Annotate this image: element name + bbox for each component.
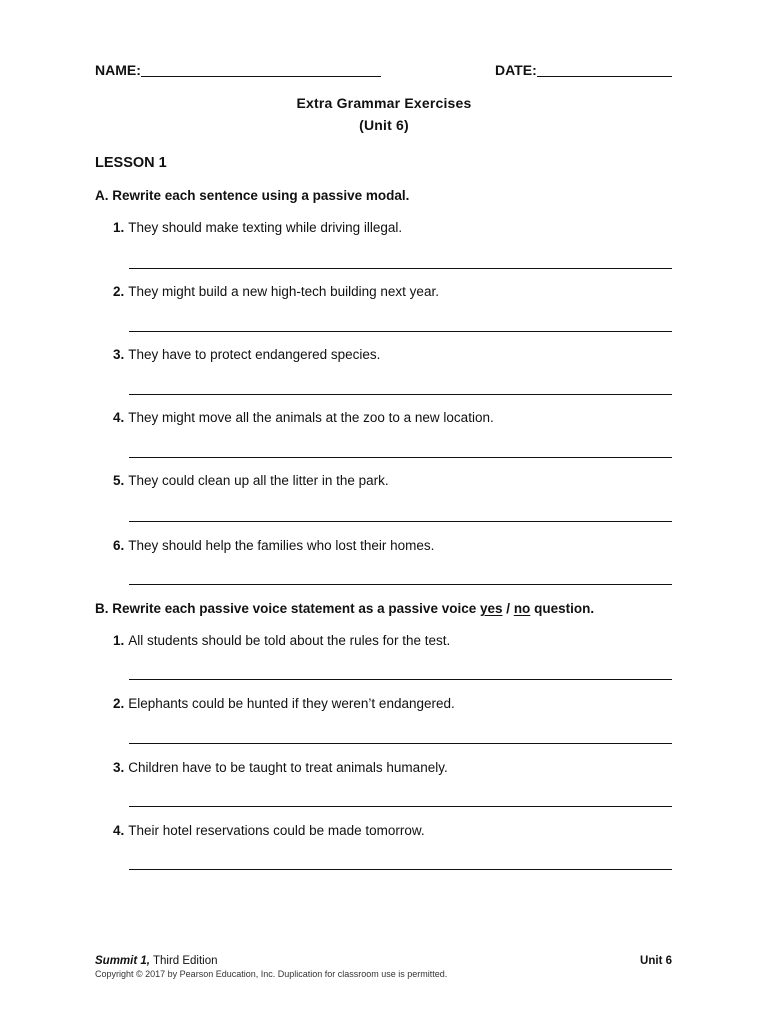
list-item xyxy=(113,633,450,648)
item-number: 4. xyxy=(113,410,125,425)
item-number: 1. xyxy=(113,633,125,648)
item-number: 2. xyxy=(113,696,125,711)
list-item xyxy=(113,410,494,425)
page-title: Extra Grammar Exercises xyxy=(296,95,472,111)
answer-line[interactable] xyxy=(129,869,672,870)
item-text: All students should be told about the rules for the test. xyxy=(128,633,451,648)
item-text: They should help the families who lost their homes. xyxy=(128,538,435,553)
item-number: 2. xyxy=(113,284,125,299)
section-b-instruction xyxy=(95,601,594,616)
list-item xyxy=(113,220,402,235)
list-item xyxy=(113,823,425,838)
name-label: NAME: xyxy=(95,62,141,78)
date-label: DATE: xyxy=(495,62,537,78)
item-number: 6. xyxy=(113,538,125,553)
book-edition: Third Edition xyxy=(152,955,218,967)
list-item xyxy=(113,473,389,488)
section-b-letter: B. xyxy=(95,601,109,616)
item-text: They could clean up all the litter in the park. xyxy=(128,473,389,488)
page-subtitle: (Unit 6) xyxy=(359,117,409,133)
item-text: They have to protect endangered species. xyxy=(128,347,381,362)
section-a-text: Rewrite each sentence using a passive modal. xyxy=(112,188,410,203)
answer-line[interactable] xyxy=(129,331,672,332)
list-item xyxy=(113,538,434,553)
section-a-letter: A. xyxy=(95,188,109,203)
item-number: 5. xyxy=(113,473,125,488)
answer-line[interactable] xyxy=(129,584,672,585)
footer-book-title xyxy=(95,955,218,967)
list-item xyxy=(113,284,439,299)
item-text: They should make texting while driving illegal. xyxy=(128,220,403,235)
date-field[interactable] xyxy=(537,76,672,77)
slash: / xyxy=(506,601,511,616)
answer-line[interactable] xyxy=(129,457,672,458)
list-item xyxy=(113,696,455,711)
section-a-instruction xyxy=(95,188,409,203)
list-item xyxy=(113,760,448,775)
answer-line[interactable] xyxy=(129,394,672,395)
item-text: Their hotel reservations could be made tomorrow. xyxy=(128,823,425,838)
item-number: 1. xyxy=(113,220,125,235)
answer-line[interactable] xyxy=(129,806,672,807)
item-text: Elephants could be hunted if they weren’t endangered. xyxy=(128,696,455,711)
answer-line[interactable] xyxy=(129,521,672,522)
book-name: Summit 1, xyxy=(95,955,150,967)
answer-line[interactable] xyxy=(129,268,672,269)
list-item xyxy=(113,347,380,362)
item-number: 4. xyxy=(113,823,125,838)
section-b-text-end: question. xyxy=(534,601,595,616)
item-text: They might move all the animals at the zoo to a new location. xyxy=(128,410,494,425)
footer-unit: Unit 6 xyxy=(640,955,672,967)
answer-line[interactable] xyxy=(129,743,672,744)
item-text: They might build a new high-tech building next year. xyxy=(128,284,439,299)
lesson-heading: LESSON 1 xyxy=(95,155,167,171)
footer-copyright: Copyright © 2017 by Pearson Education, Inc. Duplication for classroom use is permitted. xyxy=(95,969,448,979)
section-b-text: Rewrite each passive voice statement as a passive voice xyxy=(112,601,477,616)
item-number: 3. xyxy=(113,347,125,362)
name-field[interactable] xyxy=(141,76,381,77)
item-number: 3. xyxy=(113,760,125,775)
answer-line[interactable] xyxy=(129,679,672,680)
item-text: Children have to be taught to treat animals humanely. xyxy=(128,760,448,775)
yes-word: yes xyxy=(479,601,503,616)
no-word: no xyxy=(513,601,531,616)
